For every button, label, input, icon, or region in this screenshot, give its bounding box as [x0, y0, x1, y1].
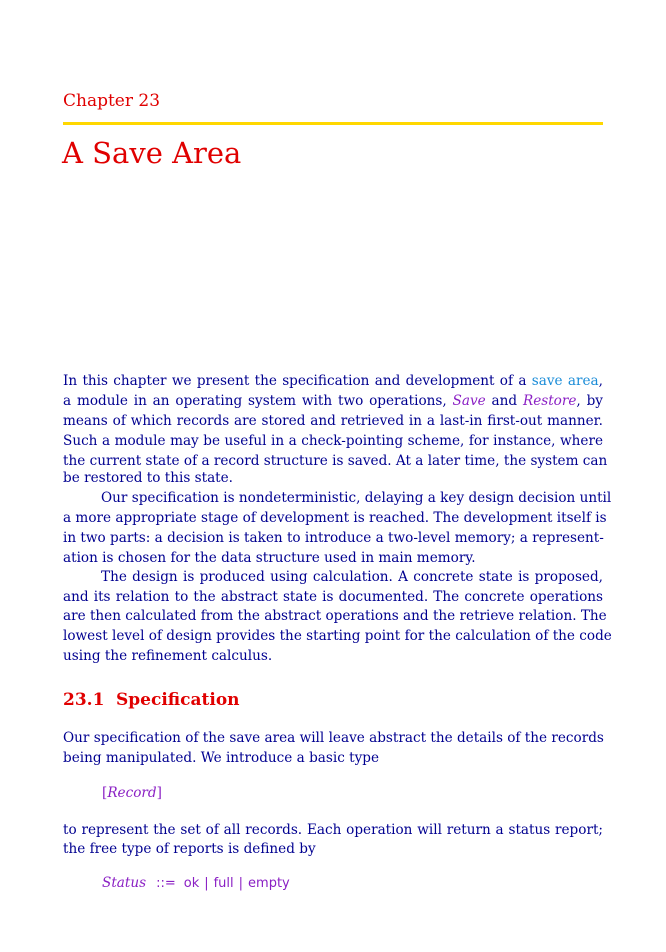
text-line: to represent the set of all records. Each operation will return a status report;	[63, 822, 603, 838]
text-line: ation is chosen for the data structure used in main memory.	[63, 550, 476, 566]
separator-bar: |	[238, 876, 244, 891]
record-type: Record	[107, 785, 157, 801]
text-line	[63, 371, 603, 391]
status-empty: empty	[248, 876, 290, 891]
text-line: Our specification is nondeterministic, delaying a key design decision until	[101, 490, 612, 506]
text-line: are then calculated from the abstract operations and the retrieve relation. The	[63, 608, 607, 624]
section-number: 23.1	[63, 690, 105, 710]
operation-restore: Restore	[522, 393, 577, 409]
status-type: Status	[102, 875, 147, 891]
text-line: using the refinement calculus.	[63, 648, 273, 664]
text-line: the current state of a record structure is saved. At a later time, the system can	[63, 453, 608, 469]
text-line: lowest level of design provides the starting point for the calculation of the code	[63, 628, 612, 644]
text-line: being manipulated. We introduce a basic type	[63, 750, 380, 766]
text-line: Such a module may be useful in a check-pointing scheme, for instance, where	[63, 433, 603, 449]
text-line: means of which records are stored and retrieved in a last-in first-out manner.	[63, 413, 603, 429]
text-span: , by	[576, 393, 603, 409]
text-span: ,	[598, 373, 603, 389]
bracket-close: ]	[156, 785, 162, 801]
status-ok: ok	[183, 876, 200, 891]
term-save-area: save area	[531, 373, 599, 389]
text-line: a more appropriate stage of development is reached. The development itself is	[63, 510, 607, 526]
status-full: full	[213, 876, 234, 891]
text-line: and its relation to the abstract state is documented. The concrete operations	[63, 589, 603, 605]
basic-type-declaration	[102, 783, 162, 803]
text-span: In this chapter we present the specification and development of a	[63, 373, 532, 389]
text-line: be restored to this state.	[63, 470, 234, 486]
text-span: a module in an operating system with two operations,	[63, 393, 453, 409]
bracket-open: [	[102, 785, 108, 801]
chapter-rule	[63, 122, 603, 125]
section-title: Specification	[116, 690, 240, 710]
free-type-definition	[102, 873, 290, 894]
chapter-label: Chapter 23	[63, 91, 161, 111]
text-span: and	[485, 393, 523, 409]
text-line	[63, 391, 603, 411]
defined-as-symbol: ::=	[156, 876, 176, 891]
section-heading	[63, 690, 240, 710]
text-line: the free type of reports is defined by	[63, 841, 316, 857]
separator-bar: |	[204, 876, 209, 891]
text-line: Our specification of the save area will leave abstract the details of the records	[63, 730, 604, 746]
text-line: in two parts: a decision is taken to introduce a two-level memory; a represent-	[63, 530, 604, 546]
chapter-title: A Save Area	[62, 136, 242, 170]
text-line: The design is produced using calculation. A concrete state is proposed,	[101, 569, 603, 585]
operation-save: Save	[452, 393, 486, 409]
